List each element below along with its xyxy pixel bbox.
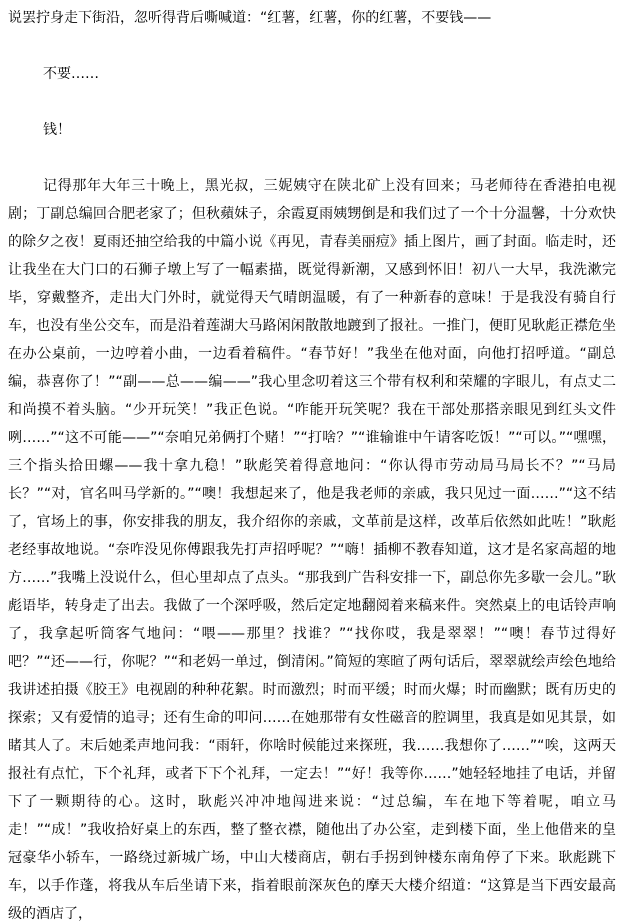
paragraph-main: 记得那年大年三十晚上，黑光叔，三妮姨守在陕北矿上没有回来；马老师待在香港拍电视剧；丁副总编回合肥老家了；但秋蘋妹子，余霞夏雨姨甥倒是和我们过了一个十分温馨，十分欢快的除夕之夜！夏雨还抽空给我的中篇小说《再见，青春美丽痘》插上图片，画了封面。临走时，还让我坐在大门口的石狮子墩上写了一幅素描，既觉得新潮，又感到怀旧！初八一大早，我洗漱完毕，穿戴整齐，走出大门外时，就觉得天气晴朗温暖，有了一种新春的意味！于是我没有骑自行车，也没有坐公交车，而是沿着莲湖大马路闲闲散散地踱到了报社。一推门，便盯见耿彪正襟危坐在办公桌前，一边哼着小曲，一边看着稿件。“春节好！”我坐在他对面，向他打招呼道。“副总编，恭喜你了！”“副——总——编——”我心里念叨着这三个带有权利和荣耀的字眼儿，有点丈二和尚摸不着头脑。“少开玩笑！”我正色说。“咋能开玩笑呢？我在干部处那搭亲眼见到红头文件咧……”“这不可能——”“奈咱兄弟俩打个赌！”“打啥？”“谁输谁中午请客吃饭！”“可以。”“嘿嘿，三个指头拾田螺——我十拿九稳！”耿彪笑着得意地问：“你认得市劳动局马局长不？”“马局长？”“对，官名叫马学新的。”“噢！我想起来了，他是我老师的亲戚，我只见过一面……”“这不结了，官场上的事，你安排我的朋友，我介绍你的亲戚，文革前是这样，改革后依然如此咗！”耿彪老经事故地说。“奈咋没见你傅跟我先打声招呼呢？”“嗨！插柳不教春知道，这才是名家高超的地方……”我嘴上没说什么，但心里却点了点头。“那我到广告科安排一下，副总你先多歇一会儿。”耿彪语毕，转身走了出去。我做了一个深呼吸，然后定定地翻阅着来稿来件。突然桌上的电话铃声响了，我拿起听筒客气地问：“喂——那里？找谁？”“找你哎，我是翠翠！”“噢！春节过得好吧？”“还——行，你呢？”“和老妈一单过，倒清闲。”简短的寒暄了两句话后，翠翠就绘声绘色地给我讲述拍摄《胶王》电视剧的种种花絮。时而激烈；时而平缓；时而火爆；时而幽默；既有历史的探索；又有爱情的追寻；还有生命的叩问……在她那带有女性磁音的腔调里，我真是如见其景，如睹其人了。末后她柔声地问我：“雨轩，你啥时候能过来探班，我……我想你了……”“唉，这两天报社有点忙，下个礼拜，或者下下个礼拜，一定去！”“好！我等你……”她轻轻地挂了电话，并留下了一颗期待的心。这时，耿彪兴冲冲地闯进来说：“过总编，车在地下等着呢，咱立马走！”“成！”我收拾好桌上的东西，整了整衣襟，随他出了办公室，走到楼下面，坐上他借来的皇冠豪华小轿车，一路绕过新城广场，中山大楼商店，朝右手拐到钟楼东南角停了下来。耿彪跳下车，以手作蓬，将我从车后坐请下来，指着眼前深灰色的摩天大楼介绍道：“这算是当下西安最高级的酒店了， (8, 178, 616, 922)
paragraph-bu-yao: 不要…… (43, 66, 99, 82)
paragraph-qian: 钱！ (43, 122, 71, 138)
paragraph-opening: 说罢拧身走下街沿，忽听得背后嘶喊道：“红薯，红薯，你的红薯，不要钱—— (8, 10, 492, 26)
